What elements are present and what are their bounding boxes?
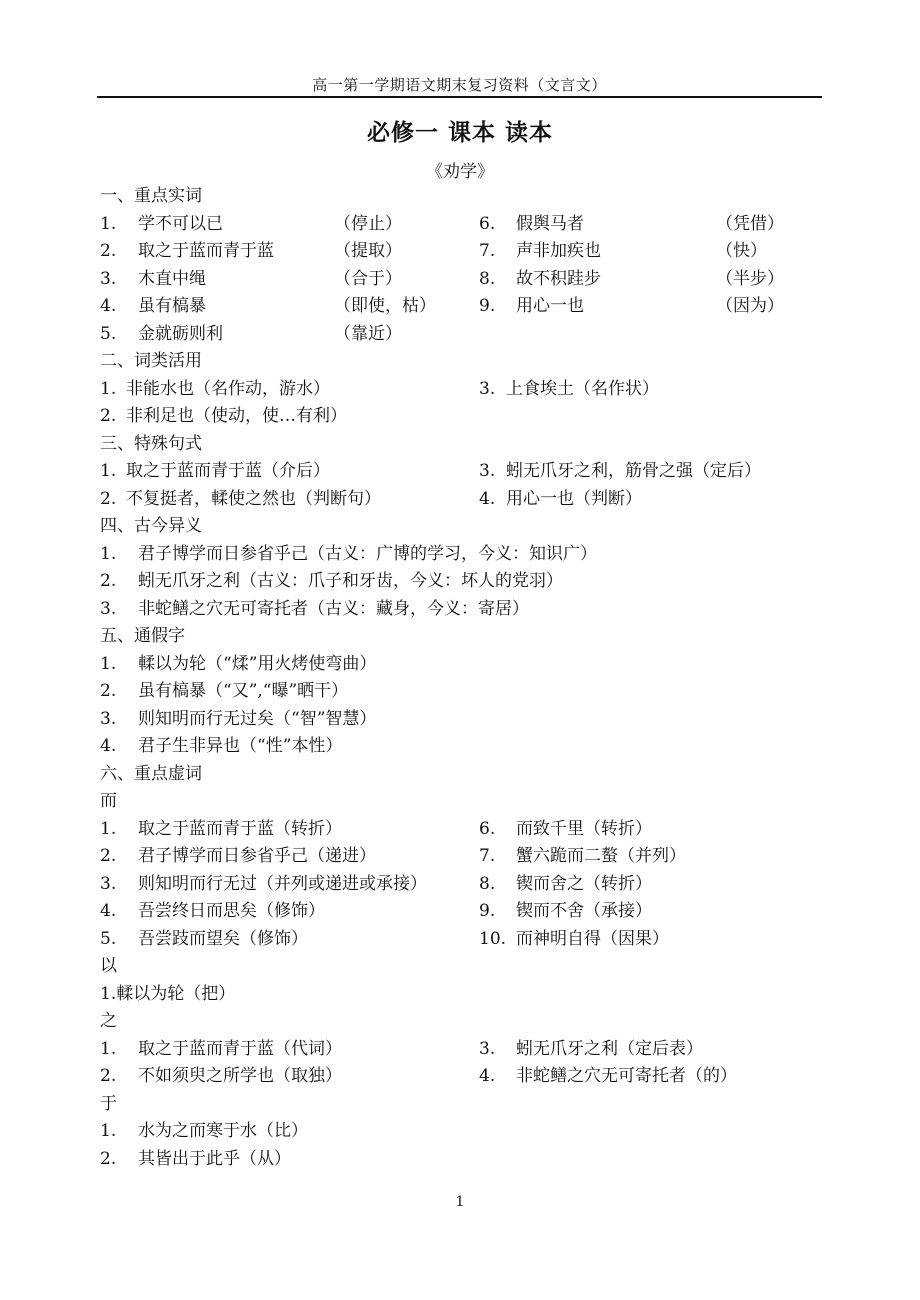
list-item [100,898,820,926]
item-text: 上食埃土（名作状） [506,378,659,399]
function-word-label: 之 [100,1011,117,1031]
item-number: 5. [100,323,117,344]
item-text: 则知明而行无过矣（“智”智慧） [138,708,377,729]
list-item [100,293,820,321]
item-text: 非蛇鳝之穴无可寄托者（古义：藏身，今义：寄居） [138,598,529,619]
item-text: 不复挺者，輮使之然也（判断句） [126,488,381,509]
running-header: 高一第一学期语文期末复习资料（文言文） [312,76,607,94]
item-text: 虽有槁暴（“又”,“曝”晒干） [138,681,349,701]
item-number: 8. [479,873,496,894]
item-text: 金就砺则利 [138,323,223,344]
list-item [100,1146,820,1174]
item-text: 锲而舍之（转折） [516,873,652,894]
item-number: 2. [100,406,117,426]
item-number: 2. [100,571,117,591]
item-gloss: （提取） [334,241,402,261]
section-heading: 三、特殊句式 [100,433,202,454]
item-number: 3. [479,461,496,481]
item-number: 2. [100,241,117,261]
list-item [100,321,820,349]
item-text: 而神明自得（因果） [516,928,669,949]
list-item [100,486,820,514]
list-item [100,403,820,431]
item-text: 则知明而行无过（并列或递进或承接） [138,873,427,894]
item-number: 6. [479,213,496,234]
item-text: 学不可以已 [138,213,223,234]
item-number: 1. [100,653,117,674]
item-number: 2. [100,1148,117,1169]
section-heading: 五、通假字 [100,626,185,646]
item-number: 4. [100,296,117,316]
item-text: 其皆出于此乎（从） [138,1148,291,1169]
item-number: 7. [479,241,496,261]
item-number: 10. [479,928,507,949]
item-text: 锲而不舍（承接） [516,901,652,921]
item-text: 取之于蓝而青于蓝 [138,241,274,261]
list-item [100,871,820,899]
item-text: 蚓无爪牙之利，筋骨之强（定后） [506,461,761,481]
list-item: 1.輮以为轮（把） [100,983,236,1004]
item-text: 取之于蓝而青于蓝（介后） [126,461,330,481]
item-text: 取之于蓝而青于蓝（转折） [138,818,342,839]
function-word-label: 于 [100,1093,117,1114]
item-text: 而致千里（转折） [516,818,652,839]
item-number: 3. [100,268,117,289]
header-rule [97,96,822,98]
item-text: 吾尝终日而思矣（修饰） [138,901,325,921]
item-number: 4. [479,1066,496,1086]
item-number: 3. [479,1038,496,1059]
list-item [100,651,820,679]
text-title: 《劝学》 [426,162,494,182]
item-gloss: （靠近） [334,323,402,344]
list-item [100,1118,820,1146]
item-number: 3. [100,598,117,619]
item-number: 1. [100,461,117,481]
item-text: 用心一也（判断） [506,488,642,509]
item-text: 水为之而寒于水（比） [138,1121,308,1141]
item-text: 蚓无爪牙之利（定后表） [516,1038,703,1059]
item-text: 君子生非异也（“性”本性） [138,736,343,756]
function-word-label: 以 [100,956,117,976]
list-item [100,458,820,486]
item-number: 5. [100,928,117,949]
section-heading: 四、古今异义 [100,516,202,536]
item-gloss: （半步） [716,268,784,289]
list-item [100,733,820,761]
item-number: 1. [100,1121,117,1141]
item-number: 2. [100,846,117,866]
item-text: 非蛇鳝之穴无可寄托者（的） [516,1066,737,1086]
item-text: 吾尝跂而望矣（修饰） [138,928,308,949]
item-number: 1. [100,213,117,234]
list-item [100,541,820,569]
list-item [100,1063,820,1091]
item-number: 2. [100,681,117,701]
item-text: 虽有槁暴 [138,296,206,316]
item-number: 1. [100,378,117,399]
item-gloss: （凭借） [716,213,784,234]
page-title: 必修一 课本 读本 [366,119,553,146]
item-number: 1. [100,543,117,564]
list-item [100,568,820,596]
item-number: 7. [479,846,496,866]
item-number: 9. [479,901,496,921]
function-word-label: 而 [100,791,117,811]
item-gloss: （停止） [334,213,402,234]
section-heading: 二、词类活用 [100,351,202,371]
item-number: 3. [100,873,117,894]
item-number: 4. [479,488,496,509]
item-gloss: （因为） [716,296,784,316]
item-text: 非利足也（使动，使…有利） [126,406,347,426]
list-item [100,376,820,404]
item-text: 木直中绳 [138,268,206,289]
item-text: 君子博学而日参省乎己（古义：广博的学习，今义：知识广） [138,543,597,564]
item-number: 1. [100,818,117,839]
item-text: 声非加疾也 [516,241,601,261]
item-gloss: （合于） [334,268,402,289]
list-item [100,596,820,624]
item-number: 9. [479,296,496,316]
item-text: 故不积跬步 [516,268,601,289]
section-heading: 一、重点实词 [100,186,202,206]
item-text: 用心一也 [516,296,584,316]
item-text: 取之于蓝而青于蓝（代词） [138,1038,342,1059]
item-gloss: （快） [716,241,767,261]
list-item [100,238,820,266]
item-text: 蚓无爪牙之利（古义：爪子和牙齿，今义：坏人的党羽） [138,571,563,591]
item-text: 輮以为轮（“煣”用火烤使弯曲） [138,653,377,674]
item-number: 1. [100,1038,117,1059]
list-item [100,1036,820,1064]
item-number: 2. [100,1066,117,1086]
item-text: 假舆马者 [516,213,584,234]
list-item [100,816,820,844]
item-text: 君子博学而日参省乎己（递进） [138,846,376,866]
notes-body [100,183,820,1173]
list-item [100,706,820,734]
item-text: 蟹六跪而二螯（并列） [516,846,686,866]
item-number: 6. [479,818,496,839]
list-item [100,678,820,706]
item-number: 2. [100,488,117,509]
list-item [100,926,820,954]
list-item [100,843,820,871]
item-number: 4. [100,901,117,921]
item-gloss: （即使，枯） [334,296,436,316]
list-item [100,266,820,294]
item-text: 非能水也（名作动，游水） [126,378,330,399]
list-item [100,211,820,239]
item-number: 3. [100,708,117,729]
item-number: 8. [479,268,496,289]
item-number: 3. [479,378,496,399]
page-number: 1 [455,1194,465,1210]
section-heading: 六、重点虚词 [100,763,202,784]
item-text: 不如须臾之所学也（取独） [138,1066,342,1086]
item-number: 4. [100,736,117,756]
